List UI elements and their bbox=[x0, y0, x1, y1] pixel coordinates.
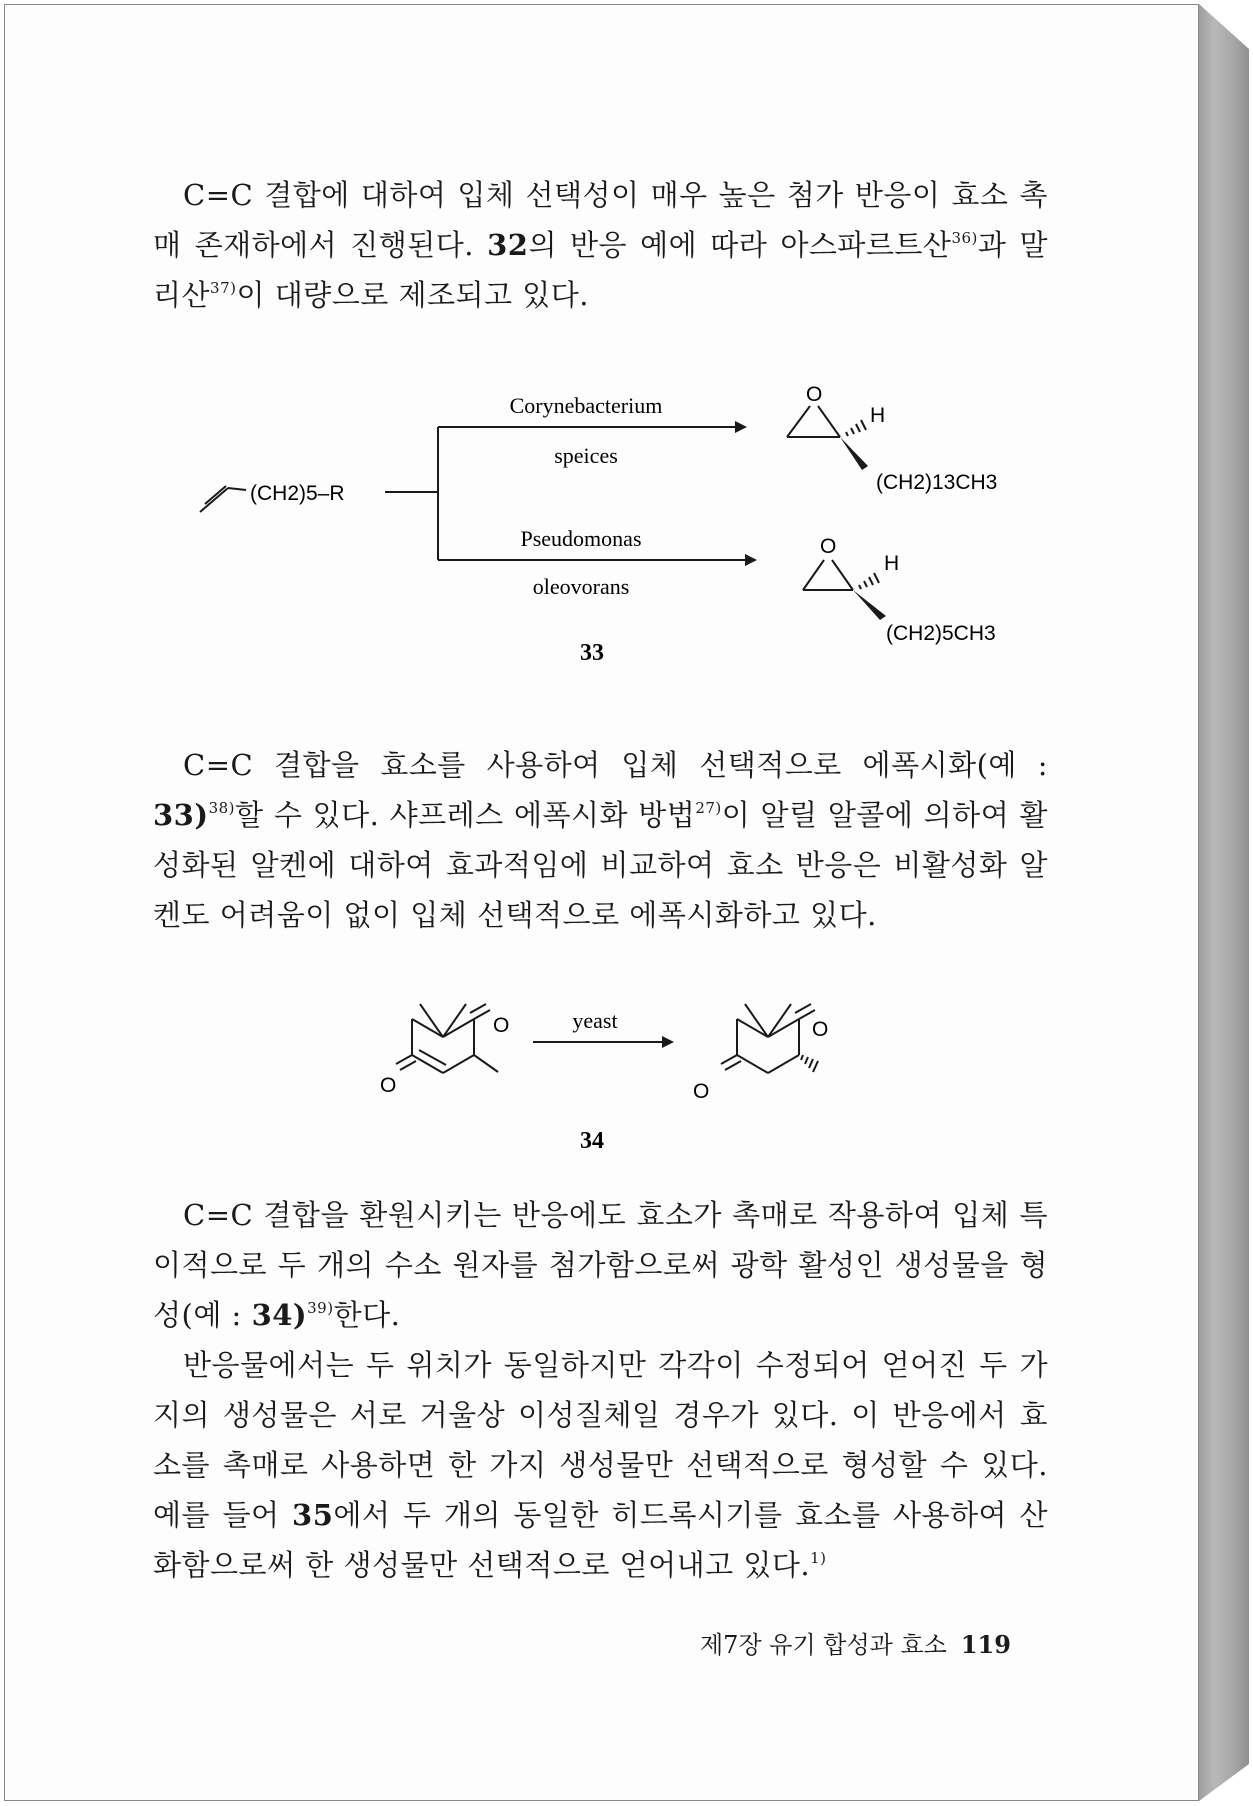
product-ring-bond-4 bbox=[737, 1055, 768, 1073]
upper-condition-2: speices bbox=[554, 443, 618, 468]
p2-ref-38: 38) bbox=[208, 799, 236, 817]
reactant-ketone-oxygen-1: O bbox=[493, 1014, 510, 1037]
reactant-methyl-1 bbox=[420, 1004, 443, 1037]
product-hashed-methyl bbox=[801, 1055, 818, 1072]
reactant-ring-bond-6 bbox=[412, 1019, 443, 1037]
upper-condition-1: Corynebacterium bbox=[509, 393, 663, 418]
p1-text-e: 과 말리산 bbox=[153, 228, 1049, 312]
upper-epoxide-bond-1 bbox=[787, 406, 810, 437]
p2-text-a: C=C 결합을 효소를 사용하여 입체 선택적으로 에폭시화(예 : bbox=[183, 748, 1048, 782]
reactant-ring-bond-1 bbox=[443, 1019, 474, 1037]
page-number: 119 bbox=[960, 1630, 1011, 1659]
lower-condition-2: oleovorans bbox=[532, 574, 630, 599]
yeast-label: yeast bbox=[572, 1008, 618, 1033]
product-carbonyl-1b bbox=[795, 1004, 811, 1013]
product-ring-bond-6 bbox=[737, 1019, 768, 1037]
lower-epoxide-bond-2 bbox=[832, 560, 853, 590]
compound-label-33: 33 bbox=[580, 640, 604, 666]
p3-compound-ref: 34) bbox=[251, 1298, 308, 1332]
product-ring-bond-3 bbox=[768, 1055, 799, 1073]
upper-product-chain: (CH2)13CH3 bbox=[876, 471, 998, 494]
paragraph-3 bbox=[153, 1190, 1048, 1340]
upper-epoxide-bond-2 bbox=[818, 406, 840, 437]
yeast-arrow-head bbox=[662, 1036, 674, 1048]
p2-text-d: 할 수 있다. 샤프레스 에폭시화 방법 bbox=[235, 798, 696, 832]
p3-ref-39: 39) bbox=[307, 1299, 334, 1317]
upper-arrow-head bbox=[735, 421, 747, 433]
reactant-carbonyl-2a bbox=[396, 1055, 412, 1064]
upper-wedge-bond bbox=[840, 437, 868, 470]
p4-text-a: 반응물에서는 두 위치가 동일하지만 각각이 수정되어 얻어진 두 가지의 생성물은 서로 거울상 이성질체일 경우가 있다. 이 반응에서 효소를 촉매로 사용하면 한 가지 생성물만 선택적으로 형성할 수 있다. 예를 들어 bbox=[153, 1348, 1048, 1532]
upper-epoxide-oxygen: O bbox=[806, 383, 823, 406]
vinyl-bond-1 bbox=[200, 488, 228, 512]
reactant-carbonyl-2b bbox=[400, 1061, 416, 1070]
upper-epoxide-hydrogen: H bbox=[870, 404, 886, 427]
compound-label-34: 34 bbox=[580, 1128, 604, 1154]
reactant-chain-label: (CH2)5–R bbox=[250, 482, 345, 505]
reactant-ring-bond-4 bbox=[412, 1055, 443, 1073]
product-ring-bond-1 bbox=[768, 1019, 799, 1037]
running-footer bbox=[700, 1625, 1030, 1660]
p2-compound-ref: 33) bbox=[153, 798, 209, 832]
reactant-methyl-2 bbox=[443, 1004, 466, 1037]
product-methyl-2 bbox=[768, 1004, 791, 1037]
p1-ref-37: 37) bbox=[210, 279, 237, 297]
product-ketone-oxygen-2: O bbox=[693, 1080, 710, 1103]
reactant-carbonyl-1a bbox=[474, 1010, 490, 1019]
lower-epoxide-oxygen: O bbox=[820, 535, 837, 558]
reactant-ring-bond-3 bbox=[443, 1055, 474, 1073]
lower-epoxide-hydrogen: H bbox=[884, 552, 900, 575]
p4-ref-1: 1) bbox=[810, 1549, 827, 1567]
reactant-ring-methyl bbox=[474, 1055, 498, 1072]
p4-compound-ref: 35 bbox=[292, 1498, 334, 1532]
reactant-carbonyl-1b bbox=[470, 1004, 486, 1013]
p4-text-c: 에서 두 개의 동일한 히드록시기를 효소를 사용하여 산화함으로써 한 생성물만 선택적으로 얻어내고 있다. bbox=[153, 1498, 1048, 1582]
reactant-ketone-oxygen-2: O bbox=[380, 1074, 397, 1097]
chapter-title: 제7장 유기 합성과 효소 bbox=[700, 1631, 947, 1659]
vinyl-bond-2 bbox=[205, 486, 226, 504]
lower-wedge-bond bbox=[853, 590, 886, 620]
product-methyl-1 bbox=[745, 1004, 768, 1037]
vinyl-bond-3 bbox=[228, 488, 246, 490]
p1-text-a: C=C 결합에 대하여 입체 선택성이 매우 높은 첨가 반응이 효소 촉매 존재하에서 진행된다. bbox=[153, 178, 1048, 262]
reactant-ring-double bbox=[419, 1050, 446, 1065]
p3-text-d: 한다. bbox=[333, 1298, 401, 1332]
product-carbonyl-2a bbox=[721, 1055, 737, 1064]
lower-arrow-head bbox=[745, 554, 757, 566]
lower-epoxide-bond-1 bbox=[803, 560, 824, 590]
p2-text-f: 이 알릴 알콜에 의하여 활성화된 알켄에 대하여 효과적임에 비교하여 효소 반응은 비활성화 알켄도 어려움이 없이 입체 선택적으로 에폭시화하고 있다. bbox=[153, 798, 1048, 932]
product-ketone-oxygen-1: O bbox=[812, 1018, 829, 1041]
p1-ref-36: 36) bbox=[951, 229, 978, 247]
p1-text-c: 의 반응 예에 따라 아스파르트산 bbox=[528, 228, 952, 262]
paragraph-2 bbox=[153, 740, 1048, 940]
product-carbonyl-2b bbox=[725, 1061, 741, 1070]
p2-ref-27: 27) bbox=[695, 799, 722, 817]
p1-text-g: 이 대량으로 제조되고 있다. bbox=[236, 278, 590, 312]
lower-product-chain: (CH2)5CH3 bbox=[886, 622, 996, 645]
p3-text-a: C=C 결합을 환원시키는 반응에도 효소가 촉매로 작용하여 입체 특이적으로 두 개의 수소 원자를 첨가함으로써 광학 활성인 생성물을 형성(예 : bbox=[153, 1198, 1048, 1332]
paragraph-4 bbox=[153, 1340, 1048, 1590]
lower-condition-1: Pseudomonas bbox=[520, 526, 642, 551]
p1-compound-ref: 32 bbox=[487, 228, 529, 262]
